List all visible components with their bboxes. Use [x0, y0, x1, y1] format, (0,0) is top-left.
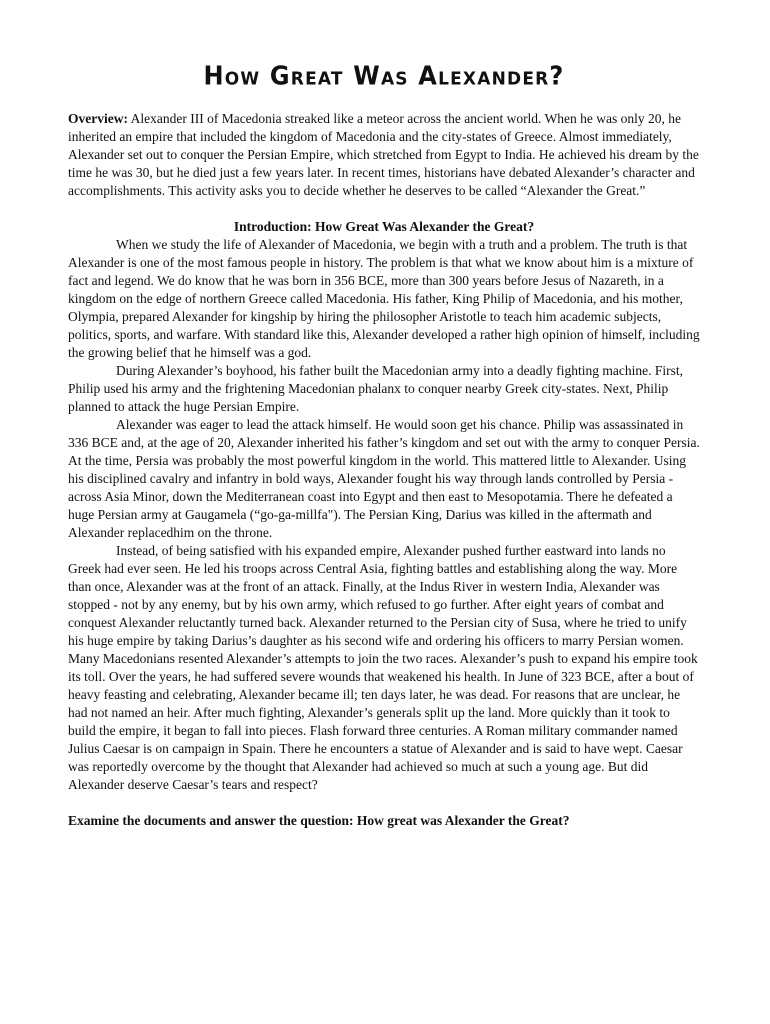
overview-text: Alexander III of Macedonia streaked like a meteor across the ancient world. When he was only 20, he inherited an empire that included the kingdom of Macedonia and the city-states of Greece. Almost immediately, Alexander set out to conquer the Persian Empire, which stretched from Egypt to India. He achieved his dream by the time he was 30, but he died just a few years later. In recent times, historians have debated Alexander’s character and accomplishments. This activity asks you to decide whether he deserves to be called “Alexander the Great.” [68, 111, 699, 198]
document-page [68, 60, 700, 830]
body-paragraph-4: Instead, of being satisfied with his expanded empire, Alexander pushed further eastward into lands no Greek had ever seen. He led his troops across Central Asia, fighting battles and establishing along the way. More than once, Alexander was at the front of an attack. Finally, at the Indus River in western India, Alexander was stopped - not by any enemy, but by his own army, which refused to go further. After eight years of combat and conquest Alexander reluctantly turned back. Alexander returned to the Persian city of Susa, where he tried to unify his huge empire by taking Darius’s daughter as his second wife and ordering his officers to marry Persian women. Many Macedonians resented Alexander’s attempts to join the two races. Alexander’s push to expand his empire took its toll. Over the years, he had suffered severe wounds that weakened his health. In June of 323 BCE, after a bout of heavy feasting and celebrating, Alexander became ill; ten days later, he was dead. For reasons that are unclear, he had not named an heir. After much fighting, Alexander’s generals split up the land. More quickly than it took to build the empire, it began to fall into pieces. Flash forward three centuries. A Roman military commander named Julius Caesar is on campaign in Spain. There he encounters a statue of Alexander and is said to have wept. Caesar was reportedly overcome by the thought that Alexander had achieved so much at such a young age. But did Alexander deserve Caesar’s tears and respect? [68, 543, 698, 792]
body-paragraph-1: When we study the life of Alexander of Macedonia, we begin with a truth and a problem. The truth is that Alexander is one of the most famous people in history. The problem is that what we know about him is a mixture of fact and legend. We do know that he was born in 356 BCE, more than 300 years before Jesus of Nazareth, in a kingdom on the edge of northern Greece called Macedonia. His father, King Philip of Macedonia, and his mother, Olympia, prepared Alexander for kingship by hiring the philosopher Aristotle to teach him academic subjects, politics, sports, and warfare. With standard like this, Alexander developed a rather high opinion of himself, including the growing belief that he himself was a god. [68, 237, 700, 360]
overview-label: Overview: [68, 111, 128, 126]
body-paragraph-2: During Alexander’s boyhood, his father built the Macedonian army into a deadly fighting machine. First, Philip used his army and the frightening Macedonian phalanx to conquer nearby Greek city-states. Next, Philip planned to attack the huge Persian Empire. [68, 363, 683, 414]
page-title: How Great Was Alexander? [203, 61, 565, 91]
body-paragraph-3: Alexander was eager to lead the attack himself. He would soon get his chance. Philip was assassinated in 336 BCE and, at the age of 20, Alexander inherited his father’s kingdom and set out with the army to conquer Persia. At the time, Persia was probably the most powerful kingdom in the world. This mattered little to Alexander. Using his disciplined cavalry and infantry in bold ways, Alexander fought his way through lands controlled by Persia - across Asia Minor, down the Mediterranean coast into Egypt and then east to Mesopotamia. There he defeated a huge Persian army at Gaugamela (“go-ga-millfa"). The Persian King, Darius was killed in the aftermath and Alexander replacedhim on the throne. [68, 417, 700, 540]
overview-paragraph [68, 110, 700, 200]
introduction-heading: Introduction: How Great Was Alexander the Great? [233, 219, 535, 234]
closing-prompt: Examine the documents and answer the question: How great was Alexander the Great? [68, 813, 570, 828]
